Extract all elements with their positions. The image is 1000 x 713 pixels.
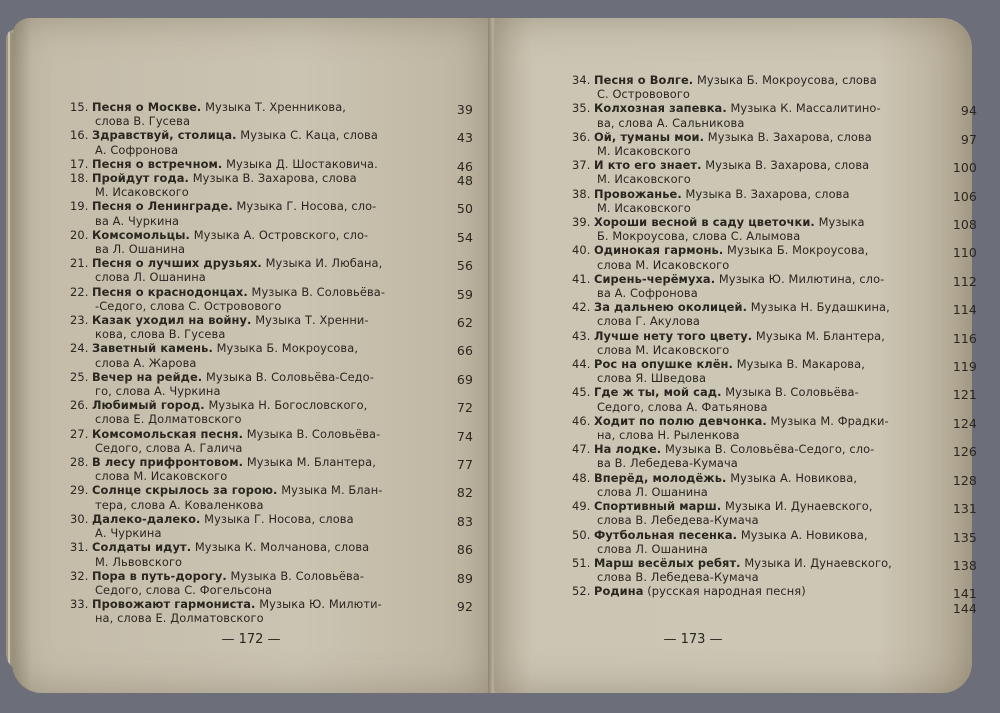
page-ref: 112 — [952, 273, 977, 289]
toc-entry: 52. Родина (русская народная песня) 141 144 — [572, 584, 977, 616]
page-ref: 39 — [456, 102, 473, 117]
page-ref: 100 — [952, 160, 977, 176]
page-ref: 86 — [456, 542, 473, 558]
toc-entry: 51. Марш весёлых ребят. Музыка И. Дунаевского, слова В. Лебедева-Кумача 138 — [572, 555, 977, 585]
page-ref: 92 — [456, 599, 473, 615]
toc-entry: 28. В лесу прифронтовом. Музыка М. Блантера, слова М. Исаковского 77 — [70, 455, 473, 484]
toc-entry: 35. Колхозная запевка. Музыка К. Массалитино- ва, слова А. Сальникова 94 — [572, 101, 977, 130]
toc-entry: 36. Ой, туманы мои. Музыка В. Захарова, слова М. Исаковского 97 — [572, 129, 977, 159]
toc-entry: 23. Казак уходил на войну. Музыка Т. Хренни- кова, слова В. Гусева 62 — [70, 313, 473, 342]
toc-entry: 19. Песня о Ленинграде. Музыка Г. Носова, сло- ва А. Чуркина 50 — [70, 199, 473, 228]
page-ref: 110 — [952, 245, 977, 261]
toc-entry: 21. Песня о лучших друзьях. Музыка И. Любана, слова Л. Ошанина 56 — [70, 256, 473, 285]
toc-entry: 16. Здравствуй, столица. Музыка С. Каца, слова А. Софронова 43 — [70, 128, 473, 157]
page-ref: 128 — [952, 472, 977, 488]
page-ref: 66 — [456, 343, 473, 359]
toc-entry: 49. Спортивный марш. Музыка И. Дунаевского, слова В. Лебедева-Кумача 131 — [572, 499, 977, 528]
toc-entry: 37. И кто его знает. Музыка В. Захарова, слова М. Исаковского 100 — [572, 158, 977, 187]
page-ref: 43 — [456, 130, 473, 146]
open-book — [6, 10, 981, 705]
page-ref: 56 — [456, 258, 473, 274]
page-ref: 50 — [456, 201, 473, 217]
toc-entry: 20. Комсомольцы. Музыка А. Островского, сло- ва Л. Ошанина 54 — [70, 227, 473, 257]
toc-entry: 25. Вечер на рейде. Музыка В. Соловьёва-Седо- го, слова А. Чуркина 69 — [70, 369, 473, 399]
toc-entry: 26. Любимый город. Музыка Н. Богословского, слова Е. Долматовского 72 — [70, 398, 473, 427]
toc-entry: 42. За дальнею околицей. Музыка Н. Будашкина, слова Г. Акулова 114 — [572, 300, 977, 329]
toc-entry: 30. Далеко-далеко. Музыка Г. Носова, слова А. Чуркина 83 — [70, 511, 473, 541]
toc-entry: 38. Провожанье. Музыка В. Захарова, слова М. Исаковского 106 — [572, 186, 977, 215]
toc-entry: 47. На лодке. Музыка В. Соловьёва-Седого, сло- ва В. Лебедева-Кумача 126 — [572, 442, 977, 471]
page-ref: 72 — [456, 400, 473, 416]
toc-entry: 45. Где ж ты, мой сад. Музыка В. Соловьёва- Седого, слова А. Фатьянова 121 — [572, 385, 977, 414]
page-ref: 69 — [456, 371, 473, 387]
page-ref: 46 — [456, 158, 473, 174]
page-ref: 141 144 — [952, 586, 977, 616]
toc-entry: 33. Провожают гармониста. Музыка Ю. Милюти- на, слова Е. Долматовского 92 — [70, 597, 473, 626]
page-ref: 48 — [456, 173, 473, 189]
page-ref: 138 — [952, 557, 977, 573]
page-ref: 106 — [952, 188, 977, 204]
page-ref: 135 — [952, 529, 977, 545]
toc-entry: 43. Лучше нету того цвету. Музыка М. Блантера, слова М. Исаковского 116 — [572, 328, 977, 357]
toc-entry: 22. Песня о краснодонцах. Музыка В. Соловьёва- -Седого, слова С. Островового 59 — [70, 284, 473, 313]
page-ref: 59 — [456, 286, 473, 302]
toc-entry: 29. Солнце скрылось за горою. Музыка М. Блан- тера, слова А. Коваленкова 82 — [70, 483, 473, 512]
toc-entry: 40. Одинокая гармонь. Музыка Б. Мокроусова, слова М. Исаковского 110 — [572, 243, 977, 272]
toc-entry: 18. Пройдут года. Музыка В. Захарова, слова М. Исаковского 48 — [70, 171, 473, 200]
toc-list-right — [572, 73, 977, 616]
page-ref: 74 — [456, 428, 473, 444]
page-ref: 131 — [952, 501, 977, 517]
page-ref: 54 — [456, 229, 473, 245]
page-number: — 172 — — [221, 632, 281, 647]
toc-entry: 50. Футбольная песенка. Музыка А. Новикова, слова Л. Ошанина 135 — [572, 527, 977, 556]
page-ref: 77 — [456, 457, 473, 473]
left-page — [12, 18, 490, 693]
page-ref: 97 — [960, 131, 977, 147]
page-ref: 89 — [456, 570, 473, 586]
page-ref: 83 — [456, 513, 473, 529]
toc-entry: 48. Вперёд, молодёжь. Музыка А. Новикова, слова Л. Ошанина 128 — [572, 470, 977, 499]
toc-entry: 39. Хороши весной в саду цветочки. Музыка Б. Мокроусова, слова С. Алымова 108 — [572, 215, 977, 244]
toc-entry: 31. Солдаты идут. Музыка К. Молчанова, слова М. Львовского 86 — [70, 540, 473, 569]
page-ref: 108 — [952, 217, 977, 233]
toc-entry: 44. Рос на опушке клён. Музыка В. Макарова, слова Я. Шведова 119 — [572, 357, 977, 386]
page-ref: 119 — [952, 359, 977, 375]
toc-entry: 27. Комсомольская песня. Музыка В. Соловьёва- Седого, слова А. Галича 74 — [70, 426, 473, 455]
toc-entry: 34. Песня о Волге. Музыка Б. Мокроусова, слова С. Островового — [572, 73, 877, 102]
page-ref: 62 — [456, 315, 473, 331]
toc-entry: 32. Пора в путь-дорогу. Музыка В. Соловьёва- Седого, слова С. Фогельсона 89 — [70, 568, 473, 597]
right-page — [494, 18, 977, 693]
page-ref: 121 — [952, 387, 977, 403]
page-ref: 82 — [456, 485, 473, 501]
page-ref: 126 — [952, 444, 977, 460]
page-ref: 114 — [952, 302, 977, 318]
toc-entry: 24. Заветный камень. Музыка Б. Мокроусова, слова А. Жарова 66 — [70, 341, 473, 370]
toc-entry: 15. Песня о Москве. Музыка Т. Хренникова, слова В. Гусева 39 — [70, 100, 473, 129]
page-number: — 173 — — [663, 632, 723, 647]
page-ref: 94 — [960, 103, 977, 119]
toc-list-left — [70, 100, 473, 626]
toc-entry: 41. Сирень-черёмуха. Музыка Ю. Милютина, сло- ва А. Софронова 112 — [572, 271, 977, 301]
page-ref: 124 — [952, 415, 977, 431]
page-ref: 116 — [952, 330, 977, 346]
toc-entry: 46. Ходит по полю девчонка. Музыка М. Фрадки- на, слова Н. Рыленкова 124 — [572, 413, 977, 443]
toc-entry: 17. Песня о встречном. Музыка Д. Шостаковича. 46 — [70, 156, 473, 174]
